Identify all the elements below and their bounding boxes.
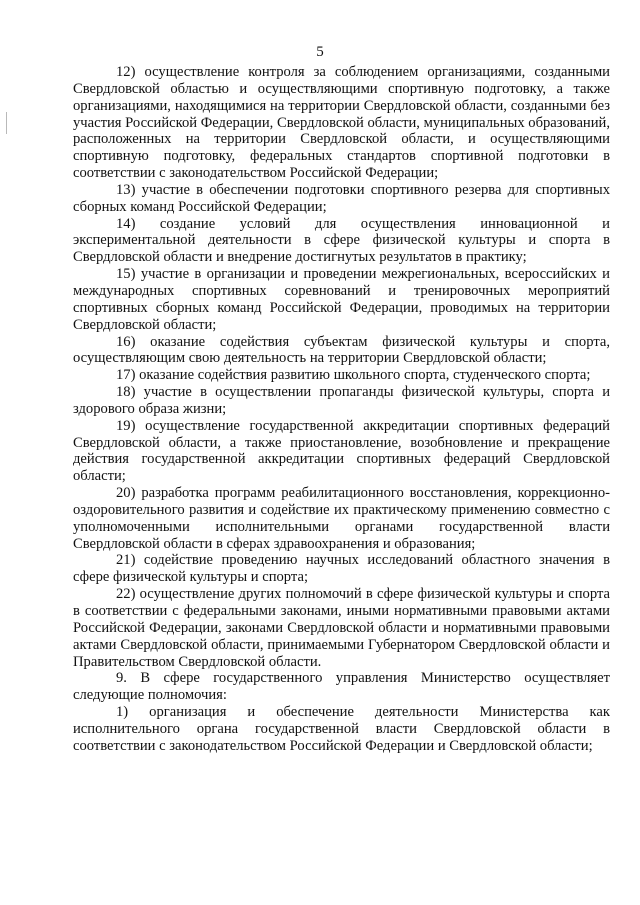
document-body (73, 64, 610, 755)
paragraph-item-14: 14) создание условий для осуществления инновационной и экспериментальной деятельности в сфере физической культуры и спорта в Свердловской области и внедрение достигнутых результатов в практику; (73, 215, 610, 266)
paragraph-item-17: 17) оказание содействия развитию школьного спорта, студенческого спорта; (116, 367, 591, 384)
page-number: 5 (316, 44, 324, 60)
paragraph-item-18: 18) участие в осуществлении пропаганды физической культуры, спорта и здорового образа жизни; (73, 384, 610, 417)
paragraph-item-20: 20) разработка программ реабилитационного восстановления, коррекционно-оздоровительного развития и содействие их практическому применению совместно с уполномоченными исполнительными органами государственной власти Свердловской области в сферах здравоохранения и образования; (73, 485, 610, 552)
paragraph-item-19: 19) осуществление государственной аккредитации спортивных федераций Свердловской области, а также приостановление, возобновление и прекращение действия государственной аккредитации спортивных федераций Свердловской области; (73, 417, 610, 485)
paragraph-item-13: 13) участие в обеспечении подготовки спортивного резерва для спортивных сборных команд Российской Федерации; (73, 181, 610, 215)
paragraph-section-9-item-1: 1) организация и обеспечение деятельности Министерства как исполнительного органа государственной власти Свердловской области в соответствии с законодательством Российской Федерации и Свердловской области; (73, 704, 610, 754)
paragraph-item-12: 12) осуществление контроля за соблюдением организациями, созданными Свердловской областью и осуществляющими спортивную подготовку, а также организациями, находящимися на территории Свердловской области, созданными без участия Российской Федерации, Свердловской области, муниципальных образований, расположенных на территории Свердловской области, и осуществляющими спортивную подготовку, федеральных стандартов спортивной подготовки в соответствии с законодательством Российской Федерации; (73, 64, 610, 182)
paragraph-item-21: 21) содействие проведению научных исследований областного значения в сфере физической культуры и спорта; (73, 552, 610, 586)
paragraph-item-16: 16) оказание содействия субъектам физической культуры и спорта, осуществляющим свою деятельность на территории Свердловской области; (73, 333, 610, 367)
paragraph-item-15: 15) участие в организации и проведении межрегиональных, всероссийских и международных спортивных соревнований и тренировочных мероприятий спортивных сборных команд Российской Федерации, проводимых на территории Свердловской области; (73, 266, 610, 333)
paragraph-section-9: 9. В сфере государственного управления Министерство осуществляет следующие полномочия: (73, 670, 610, 704)
paragraph-item-22: 22) осуществление других полномочий в сфере физической культуры и спорта в соответствии с федеральными законами, иными нормативными правовыми актами Российской Федерации, законами Свердловской области и нормативными правовыми актами Свердловской области, принимаемыми Губернатором Свердловской области и Правительством Свердловской области. (73, 586, 610, 670)
scan-edge-mark (6, 112, 7, 134)
